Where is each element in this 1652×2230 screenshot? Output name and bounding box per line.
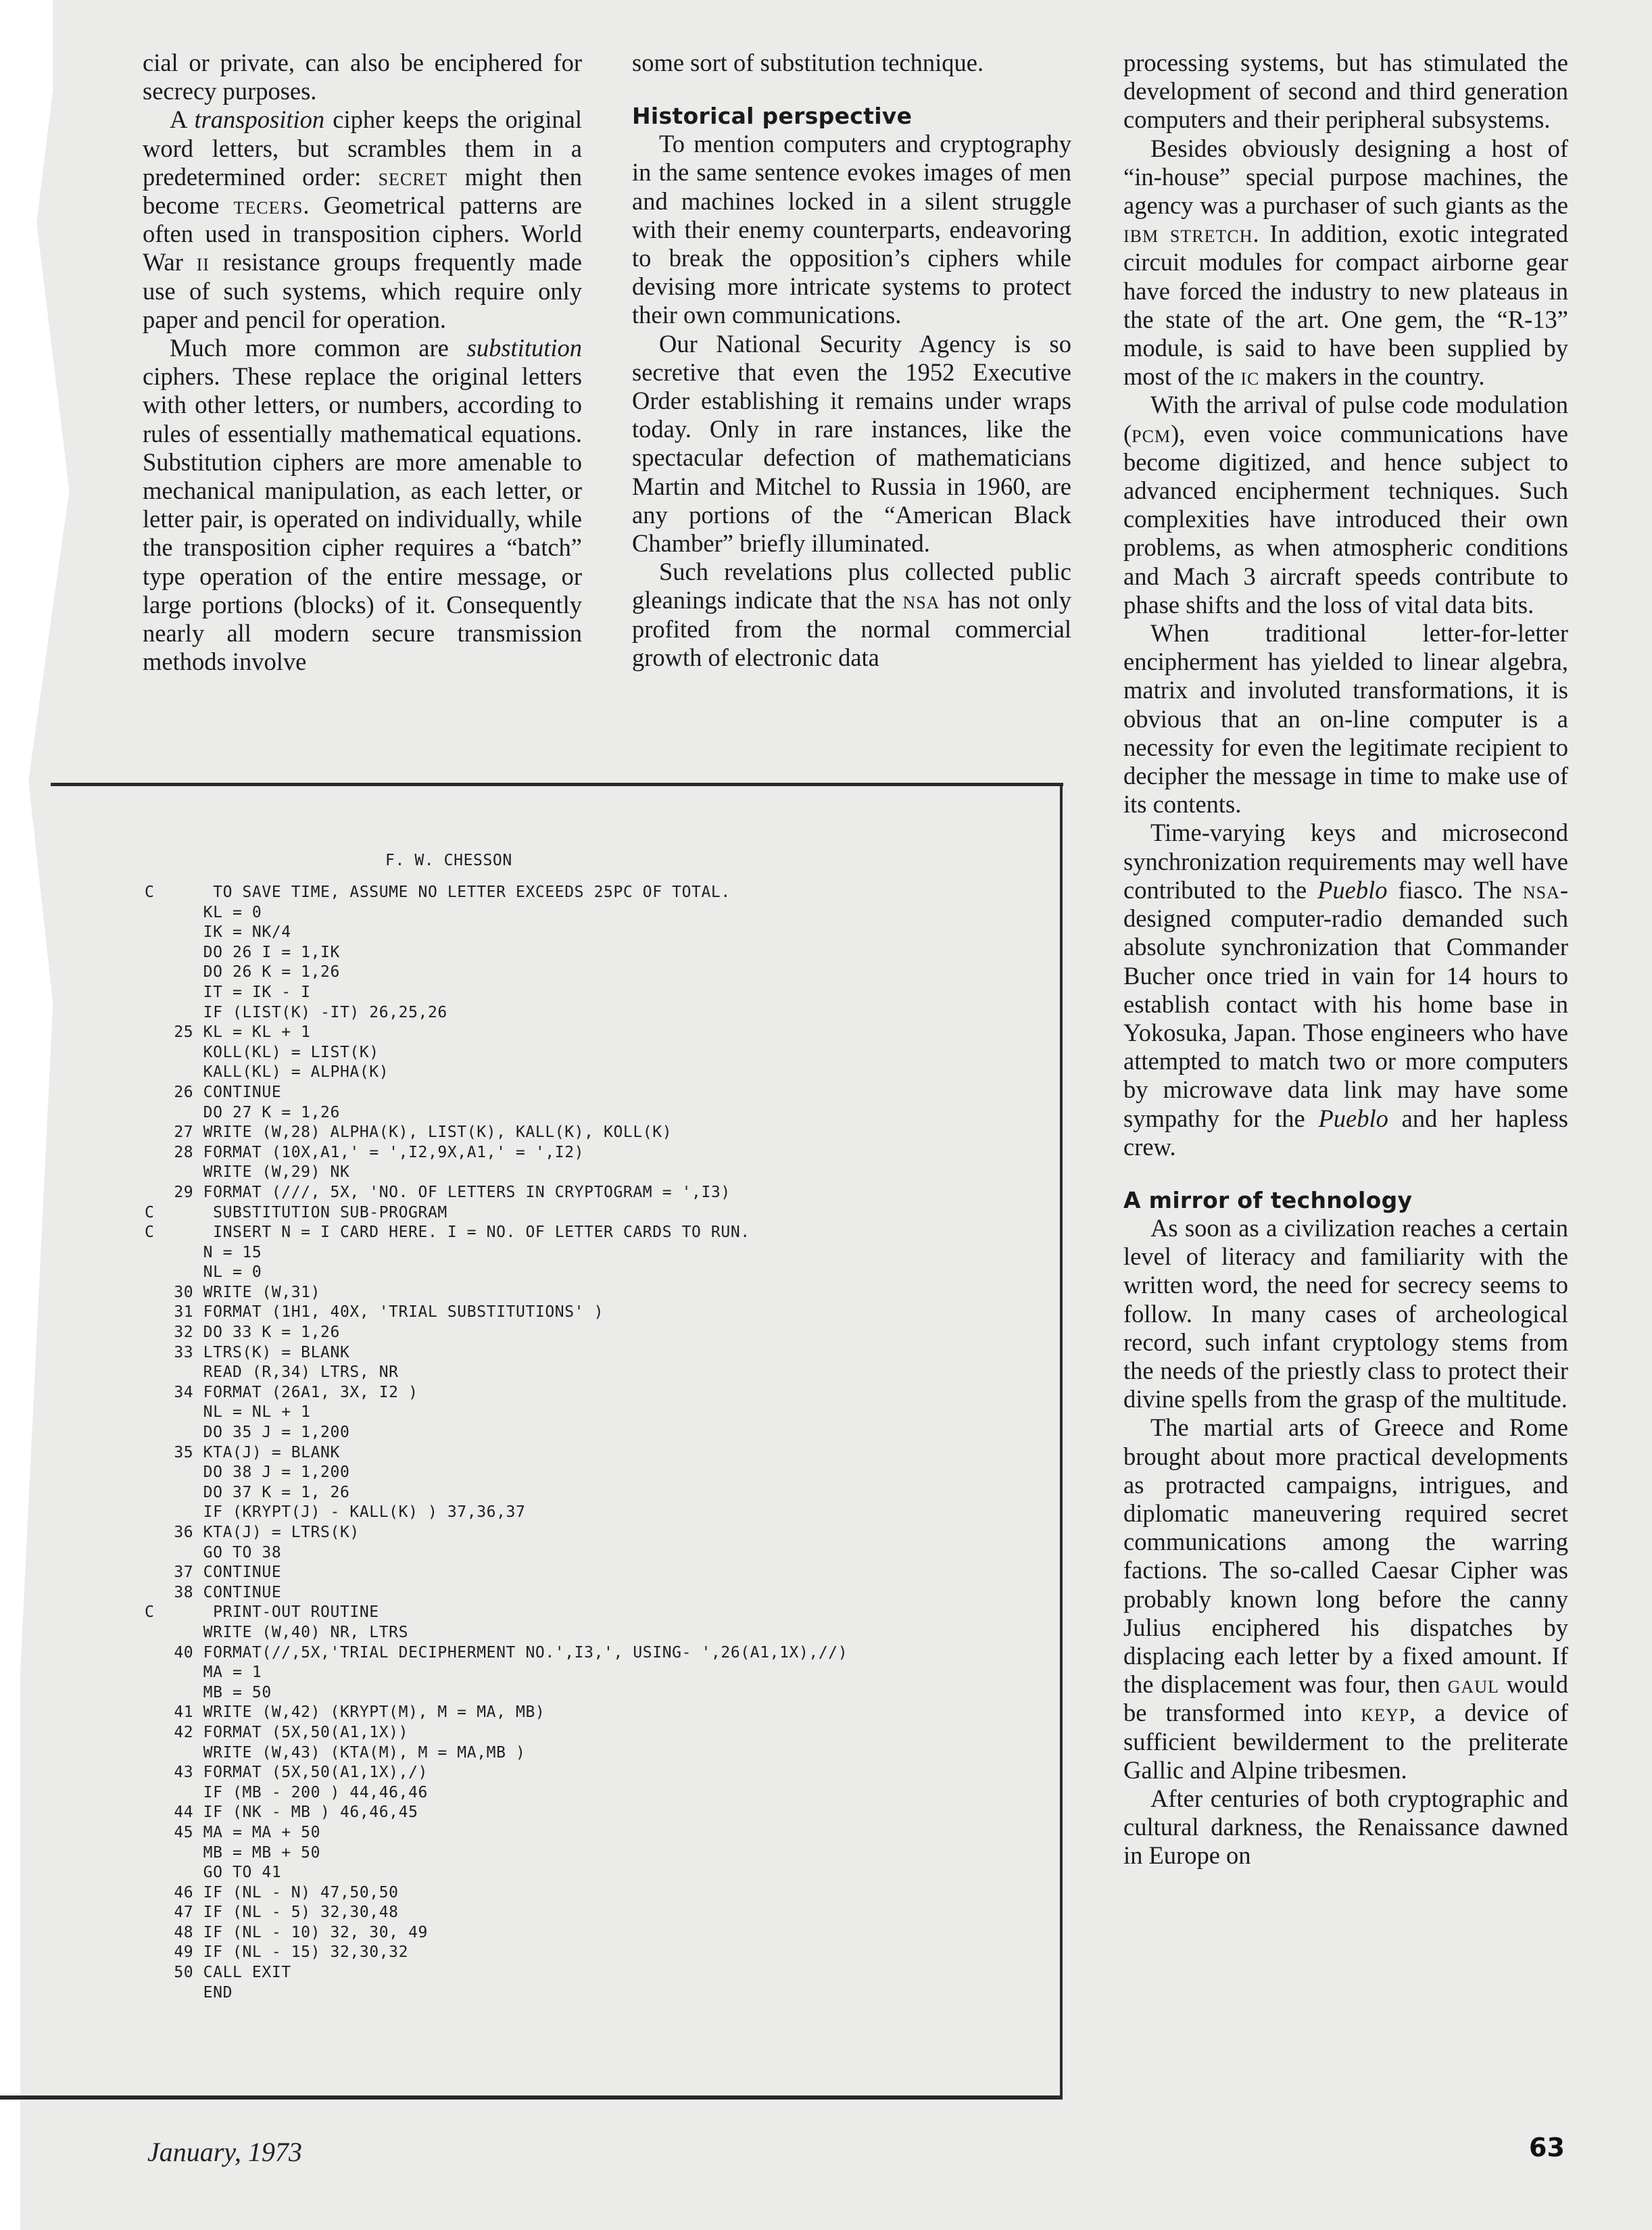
code-line: IT = IK - I [145, 983, 311, 1001]
code-line: 36 KTA(J) = LTRS(K) [145, 1524, 360, 1541]
text: and her hapless crew. [1123, 1104, 1568, 1161]
code-line: 32 DO 33 K = 1,26 [145, 1324, 340, 1342]
text: -designed computer-radio demanded such absolute synchronization that Commander Bucher once tried in vain for 14 hours to establish contact with his home base in Yokosuka, Japan. Those engineers who have attempted to match two or more computers by microwave data link may have some sympathy for the [1123, 875, 1568, 1132]
code-line: 37 CONTINUE [145, 1564, 282, 1582]
code-line: 35 KTA(J) = BLANK [145, 1443, 340, 1461]
paragraph: When traditional letter-for-letter encipherment has yielded to linear algebra, matrix and involuted transformations, it is obvious that an on-line computer is a necessity for even the legitimate recipient to decipher the message in time to make use of its contents. [1123, 619, 1568, 819]
code-line: C SUBSTITUTION SUB-PROGRAM [145, 1203, 447, 1221]
text: ciphers. These replace the original letters with other letters, or numbers, according to rules of essentially mathematical equations. Substitution ciphers are more amenable to mechanical manipulation, as each letter, or letter pair, is operated on individually, while the transposition cipher requires a “batch” type operation of the entire message, or large portions (blocks) of it. Consequently nearly all modern secure transmission methods involve [143, 362, 582, 676]
paragraph [1123, 391, 1568, 619]
text: , a device of sufficient bewilderment to the preliterate Gallic and Alpine tribesmen. [1123, 1699, 1568, 1784]
fortran-code [145, 883, 848, 2003]
code-line: IF (KRYPT(J) - KALL(K) ) 37,36,37 [145, 1503, 526, 1522]
paragraph: cial or private, can also be enciphered for secrecy purposes. [143, 49, 582, 105]
paragraph [1123, 135, 1568, 391]
code-line: MB = MB + 50 [145, 1843, 321, 1862]
text: . Geometrical patterns are often used in transposition ciphers. World War [143, 191, 582, 276]
text: resistance groups frequently made use of such systems, which require only paper and pencil for operation. [143, 248, 582, 333]
paragraph: To mention computers and cryptography in the same sentence evokes images of men and machines locked in a silent struggle with their enemy counterparts, endeavoring to break the opposition’s ciphers while devising more intricate systems to protect their own communications. [632, 130, 1071, 329]
box-border-right [1060, 784, 1063, 2100]
code-line: DO 26 I = 1,IK [145, 943, 340, 961]
code-line: DO 26 K = 1,26 [145, 963, 340, 981]
text: Besides obviously designing a host of “in-house” special purpose machines, the agency was a purchaser of such giants as the [1123, 134, 1568, 220]
code-line: 38 CONTINUE [145, 1583, 282, 1601]
code-line: 27 WRITE (W,28) ALPHA(K), LIST(K), KALL(K), KOLL(K) [145, 1123, 673, 1142]
code-line: C INSERT N = I CARD HERE. I = NO. OF LETTER CARDS TO RUN. [145, 1223, 750, 1242]
code-line: 46 IF (NL - N) 47,50,50 [145, 1883, 399, 1901]
text: Much more common are [170, 334, 467, 362]
code-line: END [145, 1983, 233, 2002]
code-line: 45 MA = MA + 50 [145, 1823, 321, 1841]
emphasis: Pueblo [1318, 1104, 1388, 1132]
code-line: 29 FORMAT (///, 5X, 'NO. OF LETTERS IN CRYPTOGRAM = ',I3) [145, 1183, 731, 1201]
code-line: 33 LTRS(K) = BLANK [145, 1343, 350, 1361]
emphasis: Pueblo [1317, 875, 1388, 904]
code-line: MA = 1 [145, 1664, 262, 1682]
code-line: KL = 0 [145, 903, 262, 921]
code-line: 34 FORMAT (26A1, 3X, I2 ) [145, 1383, 418, 1401]
code-line: 44 IF (NK - MB ) 46,46,45 [145, 1803, 418, 1822]
small-caps-term: nsa [902, 586, 940, 614]
code-line: 28 FORMAT (10X,A1,' = ',I2,9X,A1,' = ',I2) [145, 1143, 585, 1161]
code-line: WRITE (W,29) NK [145, 1163, 350, 1182]
text: The martial arts of Greece and Rome brought about more practical developments as protracted campaigns, intrigues, and diplomatic maneuvering required secret communications among the warring factions. The so-called Caesar Cipher was probably known long before the canny Julius enciphered his dispatches by displacing each letter by a fixed amount. If the displacement was four, then [1123, 1413, 1568, 1699]
text: With the arrival of pulse code modulation ( [1123, 391, 1568, 447]
paragraph [143, 334, 582, 676]
text: makers in the country. [1259, 362, 1485, 391]
code-line: NL = 0 [145, 1263, 262, 1282]
code-line: 43 FORMAT (5X,50(A1,1X),/) [145, 1764, 428, 1782]
box-border-bottom [0, 2095, 1063, 2100]
code-line: IF (LIST(K) -IT) 26,25,26 [145, 1003, 447, 1021]
code-line: GO TO 38 [145, 1543, 282, 1561]
emphasis: substitution [466, 334, 582, 362]
text: fiasco. The [1387, 875, 1523, 904]
code-line: DO 38 J = 1,200 [145, 1463, 350, 1482]
code-listing-box [0, 783, 1063, 2100]
small-caps-term: ii [196, 248, 210, 276]
issue-date: January, 1973 [147, 2137, 302, 2167]
code-line: 47 IF (NL - 5) 32,30,48 [145, 1904, 399, 1922]
section-heading: Historical perspective [632, 103, 913, 130]
code-line: DO 37 K = 1, 26 [145, 1483, 350, 1501]
code-line: 49 IF (NL - 15) 32,30,32 [145, 1943, 409, 1962]
code-line: KALL(KL) = ALPHA(K) [145, 1063, 389, 1082]
text: would be transformed into [1123, 1670, 1568, 1727]
emphasis: transposition [194, 105, 325, 134]
code-line: WRITE (W,43) (KTA(M), M = MA,MB ) [145, 1743, 526, 1762]
paragraph [632, 558, 1071, 672]
paragraph [1123, 1413, 1568, 1785]
code-line: 25 KL = KL + 1 [145, 1023, 311, 1042]
code-line: IK = NK/4 [145, 923, 291, 942]
code-line: 40 FORMAT(//,5X,'TRIAL DECIPHERMENT NO.',I3,', USING- ',26(A1,1X),//) [145, 1643, 848, 1662]
code-author: F. W. CHESSON [385, 852, 512, 869]
small-caps-term: keyp [1361, 1699, 1410, 1727]
text-column-2 [632, 49, 1071, 672]
section-heading: A mirror of technology [1123, 1186, 1413, 1213]
box-border-top [51, 783, 1063, 786]
code-line: 42 FORMAT (5X,50(A1,1X)) [145, 1723, 409, 1741]
code-line: GO TO 41 [145, 1864, 282, 1882]
text: Such revelations plus collected public gleanings indicate that the [632, 558, 1071, 614]
page-number: 63 [1529, 2133, 1565, 2162]
text: A [170, 105, 195, 134]
code-line: C TO SAVE TIME, ASSUME NO LETTER EXCEEDS 25PC OF TOTAL. [145, 883, 731, 901]
text: Time-varying keys and microsecond synchronization requirements may well have contributed to the [1123, 819, 1568, 904]
small-caps-term: secret [378, 162, 448, 191]
code-line: 30 WRITE (W,31) [145, 1283, 321, 1301]
code-line: WRITE (W,40) NR, LTRS [145, 1623, 409, 1641]
code-line: KOLL(KL) = LIST(K) [145, 1043, 379, 1061]
small-caps-term: pcm [1132, 419, 1171, 447]
code-line: DO 27 K = 1,26 [145, 1103, 340, 1121]
code-line: 31 FORMAT (1H1, 40X, 'TRIAL SUBSTITUTIONS' ) [145, 1303, 604, 1322]
code-line: C PRINT-OUT ROUTINE [145, 1603, 379, 1622]
paragraph [143, 105, 582, 334]
small-caps-term: gaul [1447, 1670, 1499, 1699]
paragraph: After centuries of both cryptographic and cultural darkness, the Renaissance dawned in Europe on [1123, 1784, 1568, 1870]
paragraph: some sort of substitution technique. [632, 49, 984, 76]
text: might then become [143, 162, 582, 220]
code-line: MB = 50 [145, 1683, 272, 1701]
paragraph [1123, 819, 1568, 1161]
small-caps-term: ibm stretch [1123, 220, 1253, 248]
paragraph: As soon as a civilization reaches a certain level of literacy and familiarity with the written word, the need for secrecy seems to follow. In many cases of archeological record, such infant cryptology stems from the needs of the priestly class to protect their divine spells from the grasp of the multitude. [1123, 1213, 1568, 1413]
code-line: 26 CONTINUE [145, 1083, 282, 1101]
text: ), even voice communications have become digitized, and hence subject to advanced encipherment techniques. Such complexities have introduced their own problems, as when atmospheric conditions and Mach 3 aircraft speeds contribute to phase shifts and the loss of vital data bits. [1123, 419, 1568, 619]
code-line: IF (MB - 200 ) 44,46,46 [145, 1783, 428, 1801]
code-line: 48 IF (NL - 10) 32, 30, 49 [145, 1923, 428, 1941]
code-line: READ (R,34) LTRS, NR [145, 1363, 399, 1382]
paragraph: processing systems, but has stimulated the development of second and third generation computers and their peripheral subsystems. [1123, 49, 1568, 134]
code-line: NL = NL + 1 [145, 1403, 311, 1422]
small-caps-term: nsa [1522, 875, 1560, 904]
small-caps-term: ic [1240, 362, 1260, 391]
code-line: 50 CALL EXIT [145, 1964, 291, 1982]
text: has not only profited from the normal commercial growth of electronic data [632, 586, 1071, 671]
paragraph: Our National Security Agency is so secretive that even the 1952 Executive Order establishing it remains under wraps today. Only in rare instances, like the spectacular defection of mathematicians Martin and Mitchel to Russia in 1960, are any portions of the “American Black Chamber” briefly illuminated. [632, 329, 1071, 558]
code-line: 41 WRITE (W,42) (KRYPT(M), M = MA, MB) [145, 1703, 545, 1722]
code-line: DO 35 J = 1,200 [145, 1424, 350, 1442]
text-column-1 [143, 49, 582, 676]
text: . In addition, exotic integrated circuit modules for compact airborne gear have forced the industry to new plateaus in the state of the art. One gem, the “R-13” module, is said to have been supplied by most of the [1123, 220, 1568, 391]
text-column-3 [1123, 49, 1568, 1870]
text: cipher keeps the original word letters, but scrambles them in a predetermined order: [143, 105, 582, 191]
small-caps-term: tecers [233, 191, 303, 220]
code-line: N = 15 [145, 1243, 262, 1261]
